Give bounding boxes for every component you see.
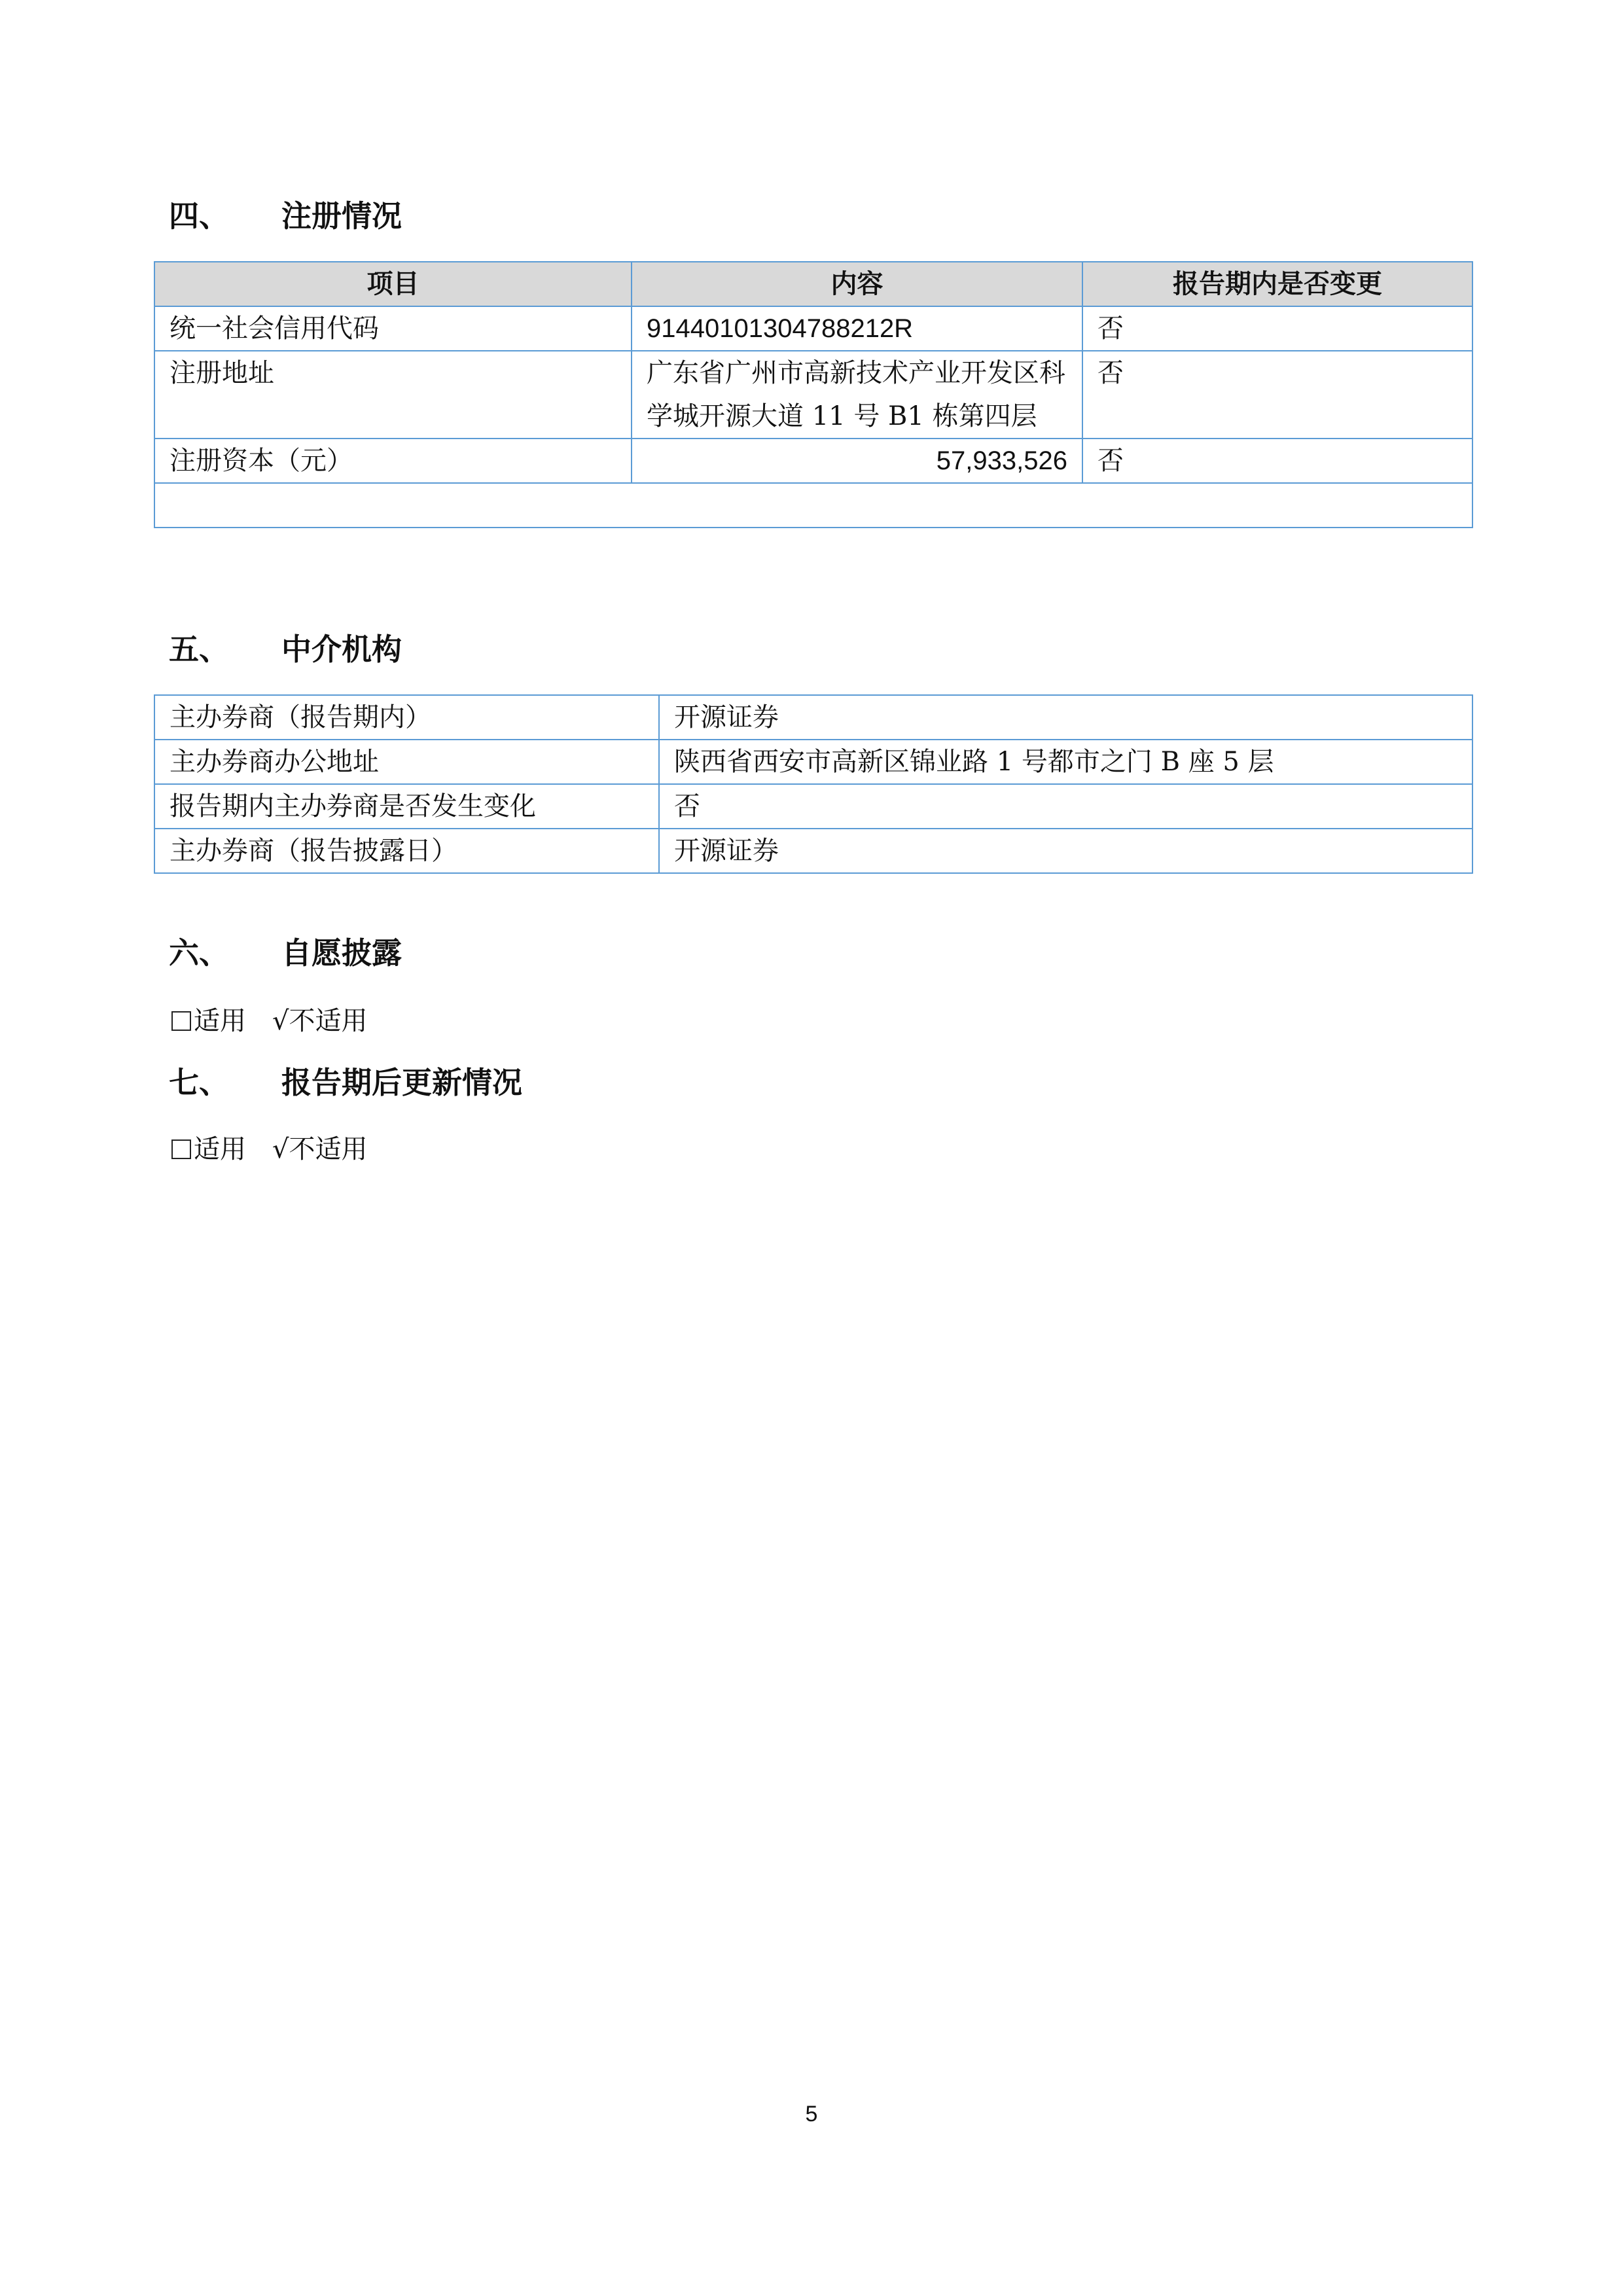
table-row — [154, 784, 1472, 829]
row-changed: 否 — [1082, 439, 1472, 483]
table-row — [154, 695, 1472, 740]
row-item: 注册地址 — [154, 351, 632, 439]
row-content: 91440101304788212R — [632, 306, 1082, 351]
applicability-options — [171, 1001, 368, 1041]
row-content: 57,933,526 — [632, 439, 1082, 483]
section-title: 中介机构 — [281, 632, 402, 667]
check-mark-icon: √ — [272, 1134, 289, 1164]
table-row — [154, 351, 1472, 439]
section-heading-voluntary-disclosure — [169, 933, 402, 973]
column-header: 内容 — [632, 262, 1082, 306]
section-number: 五、 — [169, 632, 229, 667]
table-row — [154, 439, 1472, 483]
check-mark-icon: √ — [272, 1006, 289, 1036]
table-row — [154, 829, 1472, 873]
section-heading-intermediary — [169, 630, 402, 669]
row-label: 主办券商（报告披露日） — [154, 829, 659, 873]
unchecked-checkbox-icon — [171, 1011, 191, 1031]
intermediary-table — [154, 694, 1473, 874]
section-title: 注册情况 — [281, 198, 402, 234]
section-heading-registration — [169, 196, 402, 236]
table-row — [154, 306, 1472, 351]
option-not-applicable-label: 不适用 — [289, 1006, 368, 1036]
row-label: 主办券商（报告期内） — [154, 695, 659, 740]
option-not-applicable-label: 不适用 — [289, 1134, 368, 1164]
empty-cell — [154, 483, 1472, 528]
column-header: 报告期内是否变更 — [1082, 262, 1472, 306]
table-row — [154, 740, 1472, 784]
row-content: 广东省广州市高新技术产业开发区科学城开源大道 11 号 B1 栋第四层 — [632, 351, 1082, 439]
row-changed: 否 — [1082, 351, 1472, 439]
row-value: 陕西省西安市高新区锦业路 1 号都市之门 B 座 5 层 — [659, 740, 1472, 784]
table-header-row — [154, 262, 1472, 306]
row-value: 否 — [659, 784, 1472, 829]
applicability-options — [171, 1130, 368, 1169]
section-number: 四、 — [169, 198, 229, 234]
option-applicable-label: 适用 — [194, 1006, 246, 1036]
unchecked-checkbox-icon — [171, 1139, 191, 1159]
section-number: 六、 — [169, 935, 229, 971]
row-label: 主办券商办公地址 — [154, 740, 659, 784]
registration-table — [154, 261, 1473, 528]
section-title: 报告期后更新情况 — [281, 1065, 522, 1100]
row-value: 开源证券 — [659, 829, 1472, 873]
row-item: 统一社会信用代码 — [154, 306, 632, 351]
row-value: 开源证券 — [659, 695, 1472, 740]
section-number: 七、 — [169, 1065, 229, 1100]
table-row-empty — [154, 483, 1472, 528]
section-title: 自愿披露 — [281, 935, 402, 971]
column-header: 项目 — [154, 262, 632, 306]
page-number: 5 — [805, 2102, 818, 2126]
row-changed: 否 — [1082, 306, 1472, 351]
option-applicable-label: 适用 — [194, 1134, 246, 1164]
section-heading-post-period-updates — [169, 1063, 522, 1102]
row-item: 注册资本（元） — [154, 439, 632, 483]
row-label: 报告期内主办券商是否发生变化 — [154, 784, 659, 829]
